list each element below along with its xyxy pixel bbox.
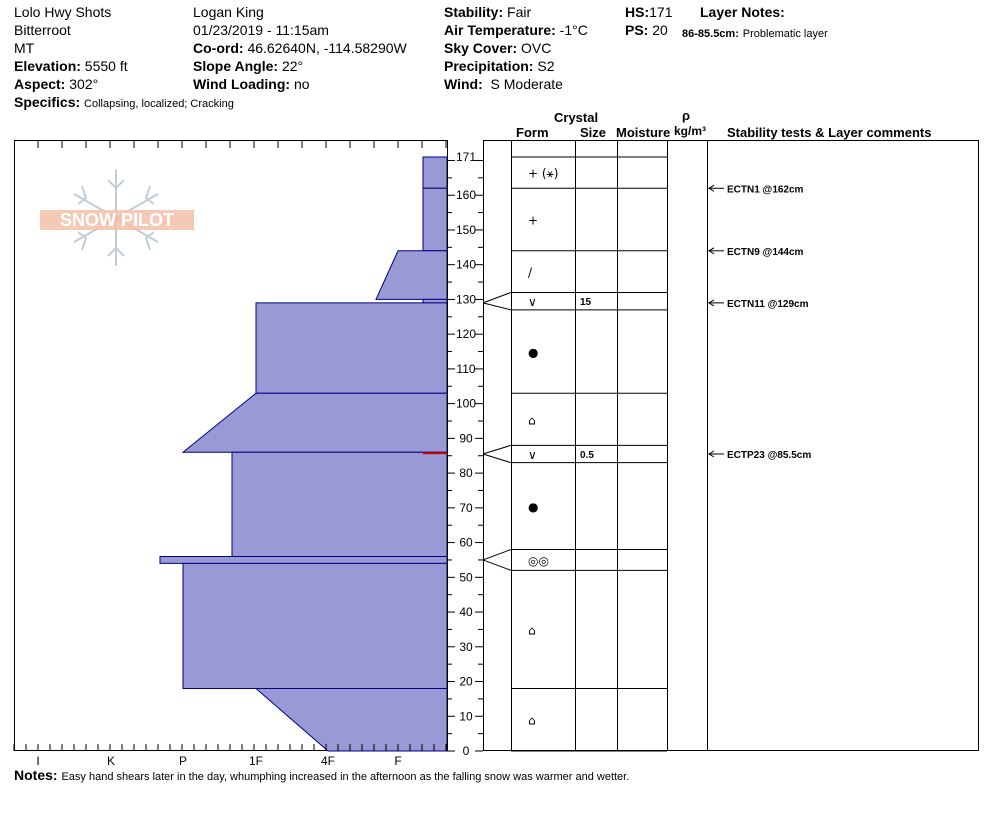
coord-label: Co-ord: — [193, 40, 244, 56]
depth-tick-label: 150 — [455, 222, 477, 237]
grain-size: 15 — [580, 297, 592, 309]
precip-value: S2 — [537, 58, 555, 74]
observation-datetime: 01/23/2019 - 11:15am — [193, 22, 329, 38]
depth-tick-label: 50 — [459, 570, 473, 585]
depth-tick-label: 10 — [459, 709, 473, 724]
hardness-tick-label: K — [106, 754, 116, 768]
wind-value: S Moderate — [490, 76, 563, 92]
air-temp-value: -1°C — [559, 22, 588, 38]
hardness-tick-label: 4F — [320, 754, 336, 768]
layer-connector — [483, 303, 511, 310]
air-temp-label: Air Temperature: — [444, 22, 556, 38]
wind-label: Wind: — [444, 76, 483, 92]
grain-form-symbol: ● — [528, 345, 539, 360]
snowpilot-logo — [34, 168, 200, 270]
stability-tests-header: Stability tests & Layer comments — [727, 125, 932, 140]
grain-size: 0.5 — [580, 450, 594, 461]
stability-test-label: ECTN1 @162cm — [727, 184, 804, 196]
aspect-label: Aspect: — [14, 76, 66, 92]
layer-connector — [483, 445, 511, 454]
hardness-tick-label: I — [36, 754, 40, 768]
depth-tick-label: 30 — [459, 639, 473, 654]
hs-value: 171 — [649, 4, 673, 20]
grain-form-symbol: ∨ — [528, 448, 537, 462]
depth-tick-label: 120 — [455, 327, 477, 342]
ps-value: 20 — [652, 22, 668, 38]
grain-form-symbol: + — [528, 213, 539, 228]
depth-tick-label: 60 — [459, 535, 473, 550]
aspect-value: 302° — [69, 76, 99, 92]
layer-connector — [483, 454, 511, 463]
depth-tick-label: 171 — [455, 150, 477, 164]
hardness-layer — [256, 303, 447, 393]
wind-loading-value: no — [293, 76, 310, 92]
layer-connector — [483, 560, 511, 570]
depth-tick-label: 130 — [455, 292, 477, 307]
depth-tick-label: 70 — [459, 500, 473, 515]
crystal-header: Crystal — [554, 110, 599, 125]
size-header: Size — [580, 125, 607, 140]
elevation-value: 5550 ft — [84, 58, 128, 74]
layer-connector — [483, 550, 511, 560]
moisture-header: Moisture — [616, 125, 671, 140]
stability-test-label: ECTN9 @144cm — [727, 246, 804, 258]
grain-form-symbol: ∨ — [528, 295, 537, 310]
mountain-range: Bitterroot — [14, 22, 71, 38]
hardness-layer — [423, 188, 447, 251]
depth-tick-label: 0 — [462, 744, 470, 758]
depth-tick-label: 110 — [456, 361, 476, 376]
grain-form-symbol: ● — [528, 500, 539, 515]
hs-label: HS: — [625, 4, 650, 20]
sky-value: OVC — [521, 40, 552, 56]
density-unit: kg/m³ — [674, 124, 707, 138]
hardness-layer — [183, 393, 447, 452]
density-symbol: ρ — [682, 108, 691, 123]
stability-test-label: ECTP23 @85.5cm — [727, 450, 812, 461]
slope-value: 22° — [281, 58, 304, 74]
grain-form-symbol: / — [528, 265, 533, 280]
depth-tick-label: 160 — [455, 188, 477, 203]
layer-notes-label: Layer Notes: — [700, 4, 785, 20]
depth-tick-label: 100 — [455, 396, 477, 411]
notes-text: Easy hand shears later in the day, whumphing increased in the afternoon as the falling snow was warmer and wetter. — [61, 771, 630, 783]
hardness-layer — [232, 452, 447, 556]
hardness-layer — [183, 563, 447, 688]
depth-tick-label: 140 — [455, 257, 477, 272]
grain-form-symbol: ◎◎ — [528, 553, 549, 568]
hardness-layer — [256, 688, 447, 751]
hardness-tick-label: P — [178, 754, 188, 768]
specifics-label: Specifics: — [14, 94, 81, 110]
elevation-label: Elevation: — [14, 58, 81, 74]
observer-name: Logan King — [193, 4, 264, 20]
slope-label: Slope Angle: — [193, 58, 279, 74]
grain-form-symbol: ⌂ — [528, 413, 536, 428]
depth-tick-label: 40 — [459, 605, 473, 620]
depth-tick-label: 90 — [459, 431, 473, 446]
form-header: Form — [516, 125, 549, 140]
coord-value: 46.62640N, -114.58290W — [247, 40, 407, 56]
grain-form-symbol: ⌂ — [528, 623, 536, 638]
sky-label: Sky Cover: — [444, 40, 518, 56]
notes-label: Notes: — [14, 767, 58, 783]
depth-tick-label: 20 — [459, 674, 473, 689]
stability-test-label: ECTN11 @129cm — [727, 298, 809, 310]
precip-label: Precipitation: — [444, 58, 534, 74]
logo-text: SNOW PILOT — [60, 210, 174, 230]
specifics-value: Collapsing, localized; Cracking — [84, 98, 234, 110]
hardness-layer — [423, 157, 447, 188]
notes — [14, 767, 629, 785]
layer-connector — [483, 292, 511, 302]
grain-form-symbol: ⌂ — [528, 713, 536, 728]
stability-label: Stability: — [444, 4, 504, 20]
wind-loading-label: Wind Loading: — [193, 76, 291, 92]
stability-value: Fair — [507, 4, 532, 20]
location-name: Lolo Hwy Shots — [14, 4, 112, 20]
depth-tick-label: 80 — [459, 466, 473, 481]
ps-label: PS: — [625, 22, 649, 38]
hardness-layer — [376, 251, 447, 300]
state: MT — [14, 40, 35, 56]
hardness-layer — [160, 556, 447, 563]
layer-note-text: Problematic layer — [742, 28, 828, 40]
grain-form-symbol: + (⚹) — [528, 166, 559, 181]
hardness-tick-label: 1F — [248, 754, 264, 768]
hardness-tick-label: F — [394, 754, 402, 768]
hardness-layer — [423, 299, 447, 302]
layer-note-range: 86-85.5cm: — [682, 28, 739, 40]
